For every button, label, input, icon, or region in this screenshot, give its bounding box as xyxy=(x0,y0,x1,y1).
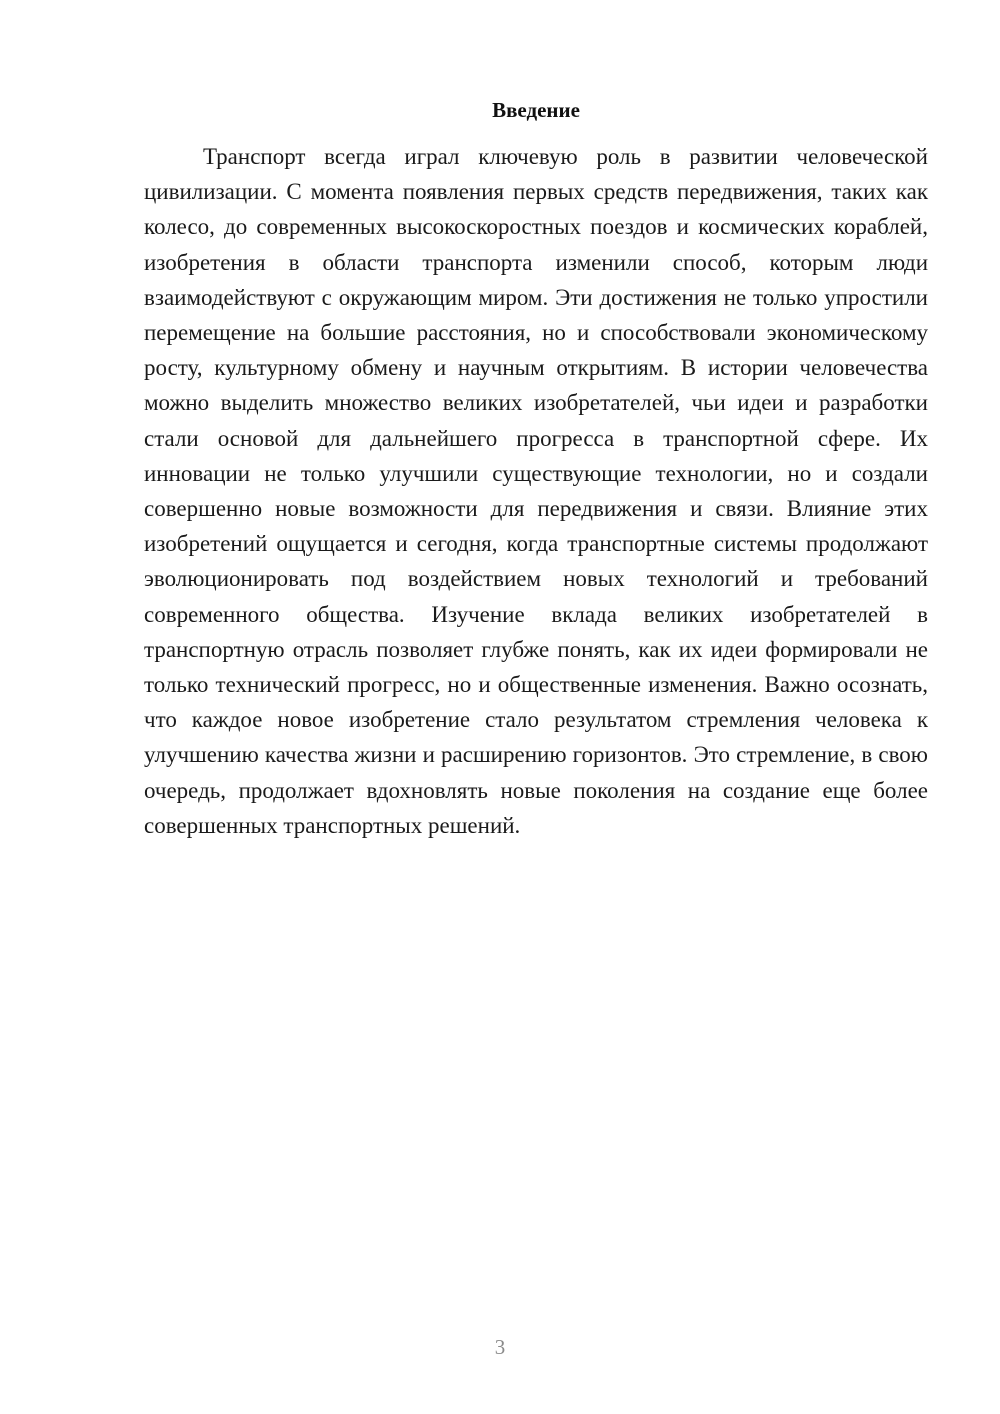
section-heading: Введение xyxy=(492,98,580,122)
page-number: 3 xyxy=(494,1335,506,1359)
page-content xyxy=(144,95,928,843)
body-paragraph: Транспорт всегда играл ключевую роль в развитии человеческой цивилизации. С момента появления первых средств передвижения, таких как колесо, до современных высокоскоростных поездов и космических кораблей, изобретения в области транспорта изменили способ, которым люди взаимодействуют с окружающим миром. Эти достижения не только упростили перемещение на большие расстояния, но и способствовали экономическому росту, культурному обмену и научным открытиям. В истории человечества можно выделить множество великих изобретателей, чьи идеи и разработки стали основой для дальнейшего прогресса в транспортной сфере. Их инновации не только улучшили существующие технологии, но и создали совершенно новые возможности для передвижения и связи. Влияние этих изобретений ощущается и сегодня, когда транспортные системы продолжают эволюционировать под воздействием новых технологий и требований современного общества. Изучение вклада великих изобретателей в транспортную отрасль позволяет глубже понять, как их идеи формировали не только технический прогресс, но и общественные изменения. Важно осознать, что каждое новое изобретение стало результатом стремления человека к улучшению качества жизни и расширению горизонтов. Это стремление, в свою очередь, продолжает вдохновлять новые поколения на создание еще более совершенных транспортных решений. xyxy=(144,144,928,838)
